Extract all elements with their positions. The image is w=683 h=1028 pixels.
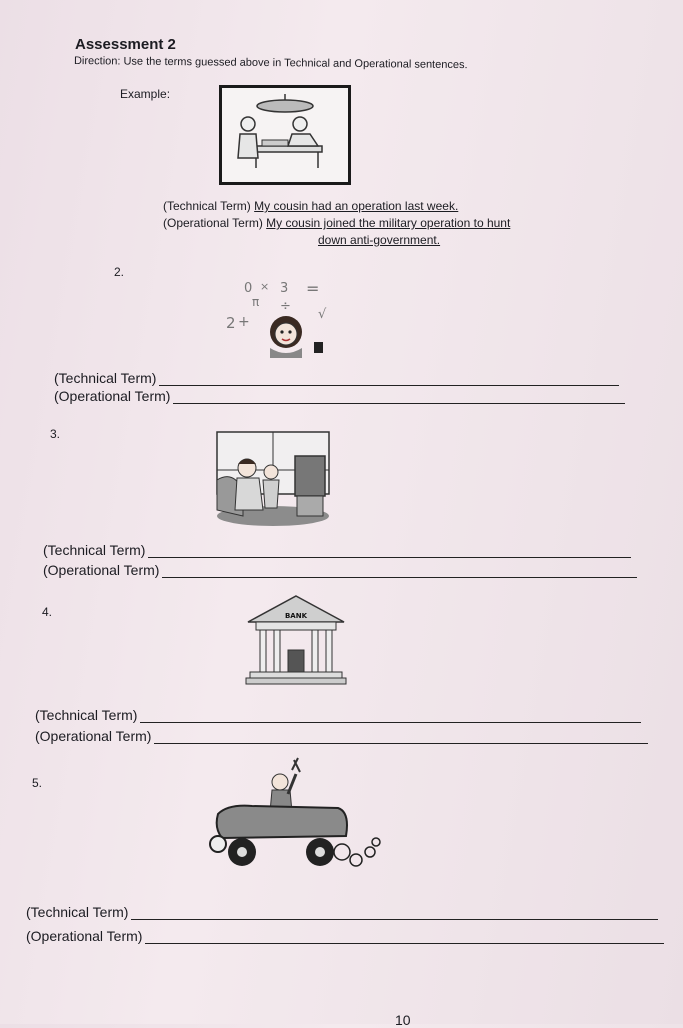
operational-label: (Operational Term): [35, 728, 152, 744]
operational-answer-line[interactable]: [145, 931, 664, 944]
math-symbol: ×: [260, 280, 270, 293]
technical-answer-line[interactable]: [148, 545, 631, 558]
example-operational-sentence: My cousin joined the military operation to hunt: [266, 216, 511, 230]
math-symbol: 3: [280, 281, 289, 296]
technical-answer-line[interactable]: [140, 710, 641, 723]
technical-label: (Technical Term): [43, 542, 146, 558]
item-4-technical: [35, 707, 641, 723]
example-operational-sentence-2: down anti-government.: [318, 233, 441, 247]
technical-label: (Technical Term): [26, 904, 129, 920]
operational-label: (Operational Term): [26, 928, 143, 944]
math-girl-icon: [222, 278, 342, 358]
item-5-technical: [26, 904, 658, 920]
math-symbol: 0: [244, 281, 253, 296]
surgery-icon: [222, 88, 348, 182]
item-number: 5.: [32, 776, 43, 790]
item-2-technical: [54, 370, 619, 386]
technical-answer-line[interactable]: [131, 907, 658, 920]
operational-answer-line[interactable]: [154, 731, 648, 744]
example-operational-line: [163, 216, 510, 230]
mother-child-tv-icon: [213, 430, 333, 530]
item-3-operational: [43, 562, 637, 578]
item-number: 4.: [42, 605, 53, 619]
math-symbol: √: [318, 307, 327, 322]
item-number: 3.: [50, 427, 61, 441]
assessment-title: Assessment 2: [75, 36, 176, 53]
example-operational-line-2: [318, 233, 440, 247]
technical-answer-line[interactable]: [159, 373, 619, 386]
example-technical-line: [163, 199, 458, 213]
example-illustration-surgery: [219, 85, 351, 185]
math-symbol: =: [306, 279, 320, 298]
operational-answer-line[interactable]: [162, 565, 637, 578]
operational-label: (Operational Term): [54, 388, 171, 404]
page-number: 10: [395, 1012, 411, 1028]
car-driver-icon: [208, 756, 388, 880]
math-symbol: π: [252, 295, 260, 309]
technical-label: (Technical Term): [54, 370, 157, 386]
bank-sign: BANK: [284, 612, 308, 620]
math-symbol: ÷: [280, 299, 291, 314]
item-3-technical: [43, 542, 631, 558]
math-symbol: +: [238, 314, 250, 330]
math-symbol: 2: [226, 314, 236, 332]
bank-icon: [244, 594, 348, 688]
direction-text: Direction: Use the terms guessed above in Technical and Operational sentences.: [73, 55, 468, 72]
example-technical-label: (Technical Term): [163, 199, 251, 213]
item-number: 2.: [114, 265, 125, 279]
example-label: Example:: [120, 87, 171, 101]
example-operational-label: (Operational Term): [163, 216, 263, 230]
operational-answer-line[interactable]: [173, 391, 625, 404]
item-4-operational: [35, 728, 648, 744]
item-2-operational: [54, 388, 625, 404]
example-technical-sentence: My cousin had an operation last week.: [254, 199, 459, 213]
operational-label: (Operational Term): [43, 562, 160, 578]
technical-label: (Technical Term): [35, 707, 138, 723]
item-5-operational: [26, 928, 664, 944]
